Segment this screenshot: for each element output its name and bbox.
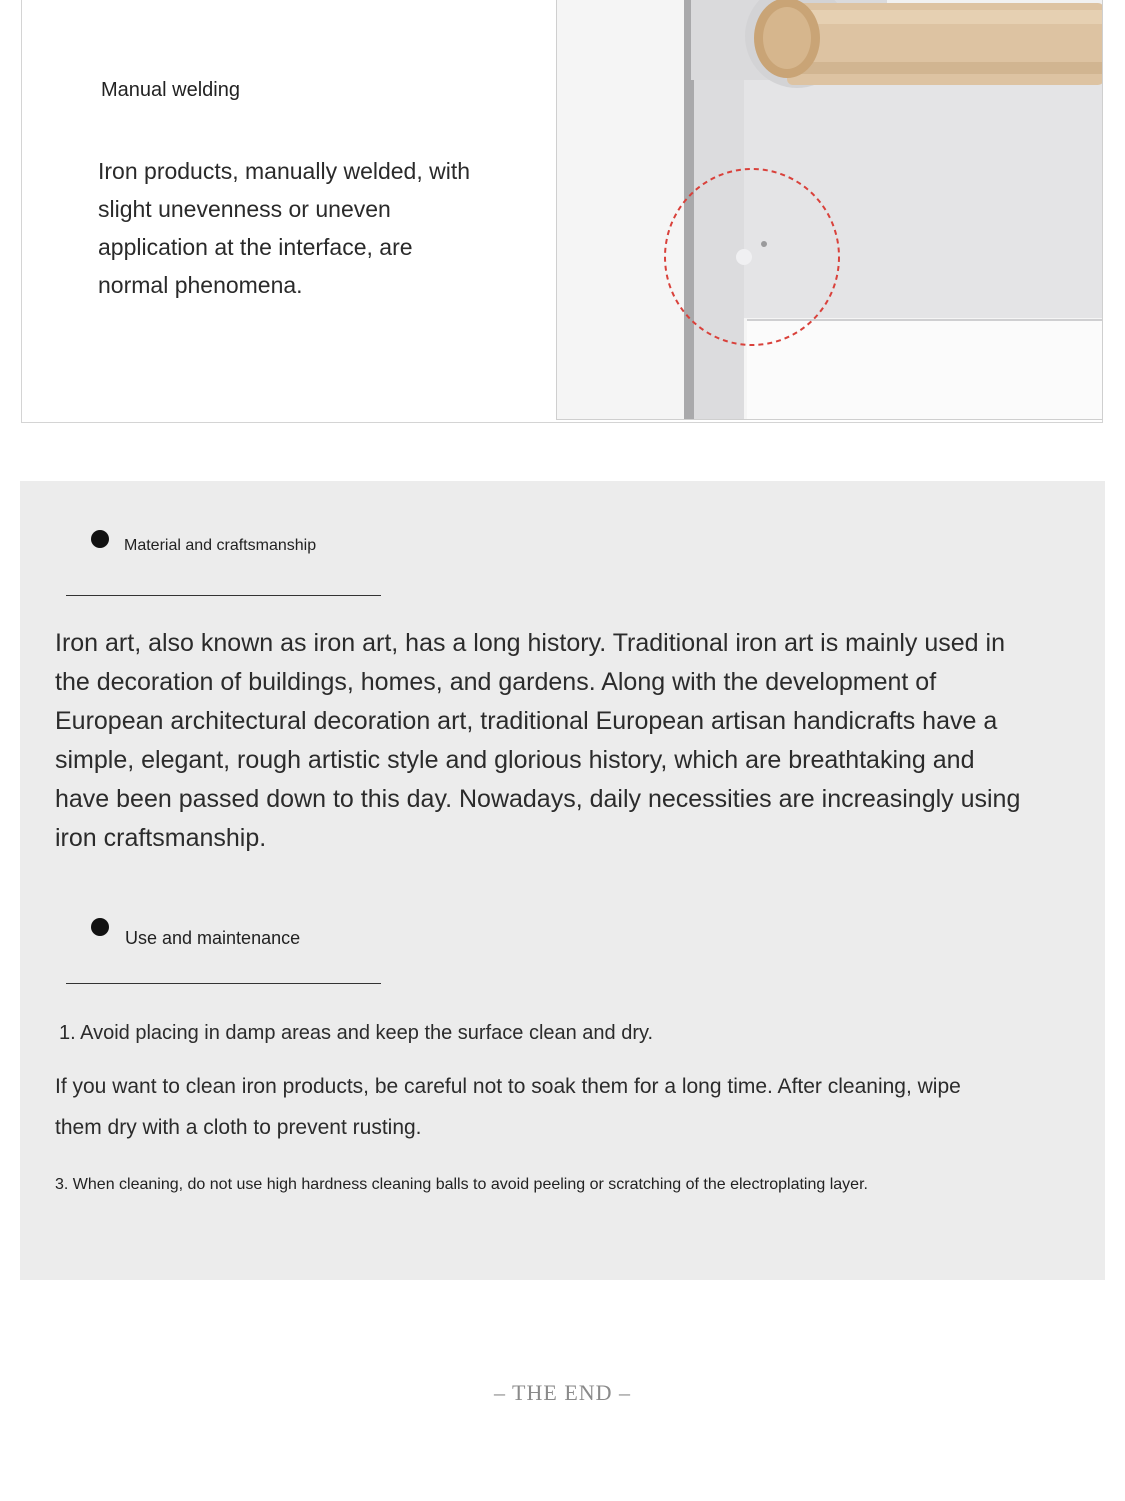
welding-heading: Manual welding [101,79,240,101]
welding-photo-illustration [557,0,1103,420]
maintenance-heading: Use and maintenance [125,928,301,948]
bullet-icon [91,918,109,936]
welding-card [21,0,1103,423]
maintenance-item-1: 1. Avoid placing in damp areas and keep the surface clean and dry. [59,1022,654,1044]
info-section [20,481,1105,1280]
welding-description: Iron products, manually welded, with slight unevenness or uneven application at the interface, are normal phenomena. [98,158,471,298]
material-heading: Material and craftsmanship [124,537,317,554]
maintenance-item-2: If you want to clean iron products, be careful not to soak them for a long time. After cleaning, wipe them dry with a cloth to prevent rusting. [55,1075,961,1139]
welding-photo [556,0,1103,420]
maintenance-divider [66,983,381,984]
maintenance-item-3: 3. When cleaning, do not use high hardness cleaning balls to avoid peeling or scratching of the electroplating layer. [55,1176,868,1193]
bullet-icon [91,530,109,548]
material-description: Iron art, also known as iron art, has a long history. Traditional iron art is mainly used in the decoration of buildings, homes, and gardens. Along with the development of European architectural decoration art, traditional European artisan handicrafts have a simple, elegant, rough artistic style and glorious history, which are breathtaking and have been passed down to this day. Nowadays, daily necessities are increasingly using iron craftsmanship. [55,629,1021,852]
material-divider [66,595,381,596]
end-label: – THE END – [493,1380,632,1405]
